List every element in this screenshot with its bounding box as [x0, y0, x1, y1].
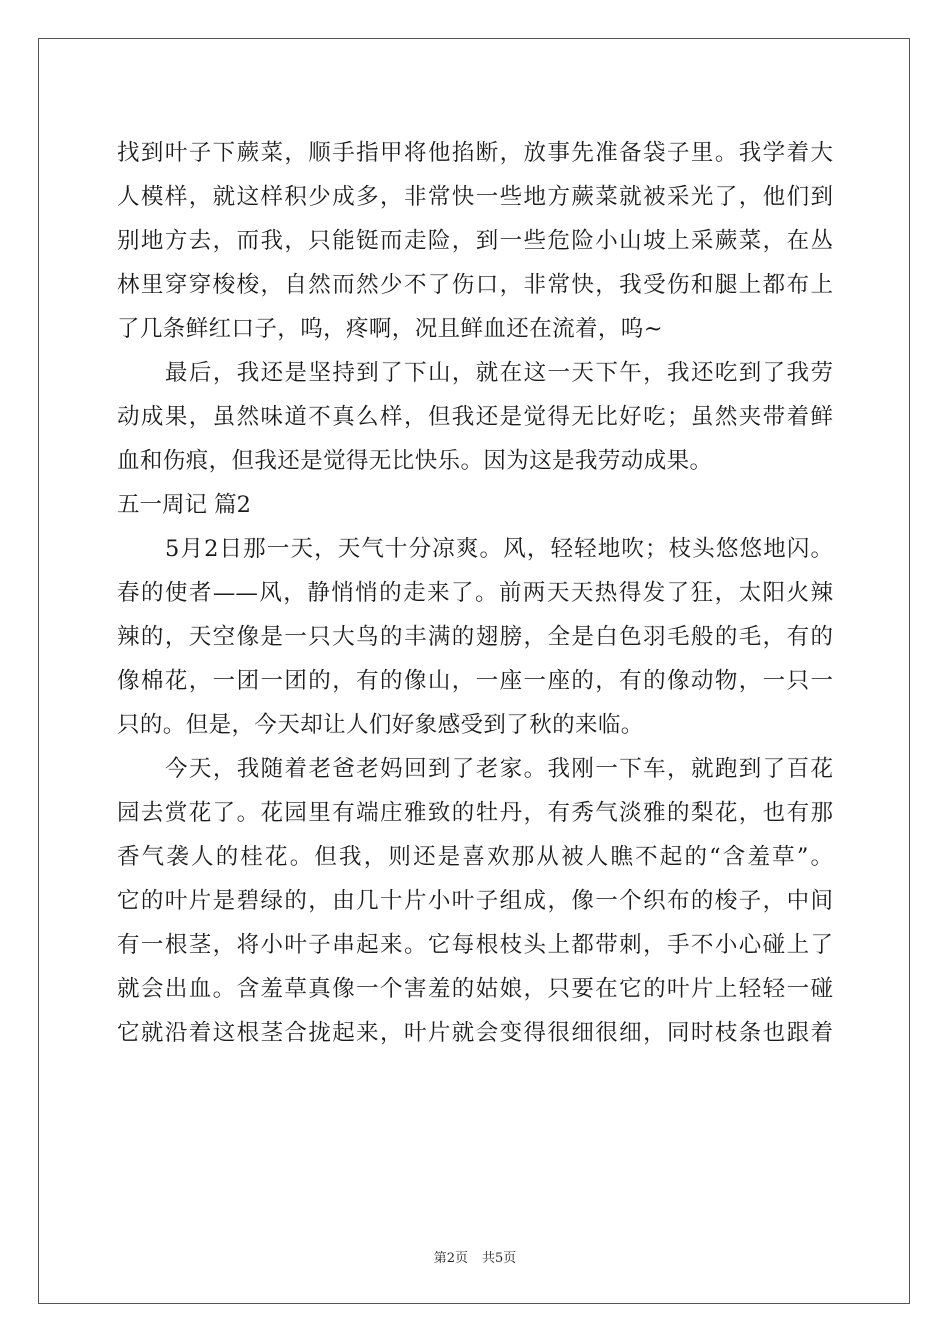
text-line: 辣的，天空像是一只大鸟的丰满的翅膀，全是白色羽毛般的毛，有的: [117, 624, 833, 650]
page-total: 共5页: [482, 1251, 517, 1266]
text-line: 了几条鲜红口子，呜，疼啊，况且鲜血还在流着，呜~: [117, 316, 663, 342]
text-line: 动成果，虽然味道不真么样，但我还是觉得无比好吃；虽然夹带着鲜: [117, 404, 833, 430]
text-line: 最后，我还是坚持到了下山，就在这一天下午，我还吃到了我劳: [165, 360, 833, 386]
text-line: 它就沿着这根茎合拢起来，叶片就会变得很细很细，同时枝条也跟着: [117, 1020, 833, 1046]
text-line: 它的叶片是碧绿的，由几十片小叶子组成，像一个织布的梭子，中间: [117, 888, 833, 914]
text-line: 像棉花，一团一团的，有的像山，一座一座的，有的像动物，一只一: [117, 668, 833, 694]
page-footer: [0, 1247, 950, 1266]
text-line: 有一根茎，将小叶子串起来。它每根枝头上都带刺，手不小心碰上了: [117, 932, 833, 958]
document-body: [117, 131, 833, 1055]
page-number: 第2页: [433, 1251, 468, 1266]
paragraph: [117, 351, 833, 483]
text-line: 春的使者——风，静悄悄的走来了。前两天天热得发了狂，太阳火辣: [117, 580, 833, 606]
text-line: 血和伤痕，但我还是觉得无比快乐。因为这是我劳动成果。: [117, 448, 713, 474]
text-line: 林里穿穿梭梭，自然而然少不了伤口，非常快，我受伤和腿上都布上: [117, 272, 833, 298]
section-heading: 五一周记 篇2: [117, 492, 251, 518]
text-line: 找到叶子下蕨菜，顺手指甲将他掐断，放事先准备袋子里。我学着大: [117, 140, 833, 166]
paragraph: [117, 747, 833, 1055]
paragraph: [117, 527, 833, 747]
paragraph-continued: [117, 131, 833, 351]
text-line: 就会出血。含羞草真像一个害羞的姑娘，只要在它的叶片上轻轻一碰: [117, 976, 833, 1002]
text-line: 今天，我随着老爸老妈回到了老家。我刚一下车，就跑到了百花: [165, 756, 833, 782]
text-line: 园去赏花了。花园里有端庄雅致的牡丹，有秀气淡雅的梨花，也有那: [117, 800, 833, 826]
text-line: 只的。但是，今天却让人们好象感受到了秋的来临。: [117, 712, 644, 738]
text-line: 人模样，就这样积少成多，非常快一些地方蕨菜就被采光了，他们到: [117, 184, 833, 210]
text-line: 5月2日那一天，天气十分凉爽。风，轻轻地吹；枝头悠悠地闪。: [165, 536, 833, 562]
text-line: 别地方去，而我，只能铤而走险，到一些危险小山坡上采蕨菜，在丛: [117, 228, 833, 254]
text-line: 香气袭人的桂花。但我，则还是喜欢那从被人瞧不起的“含羞草”。: [117, 844, 833, 870]
